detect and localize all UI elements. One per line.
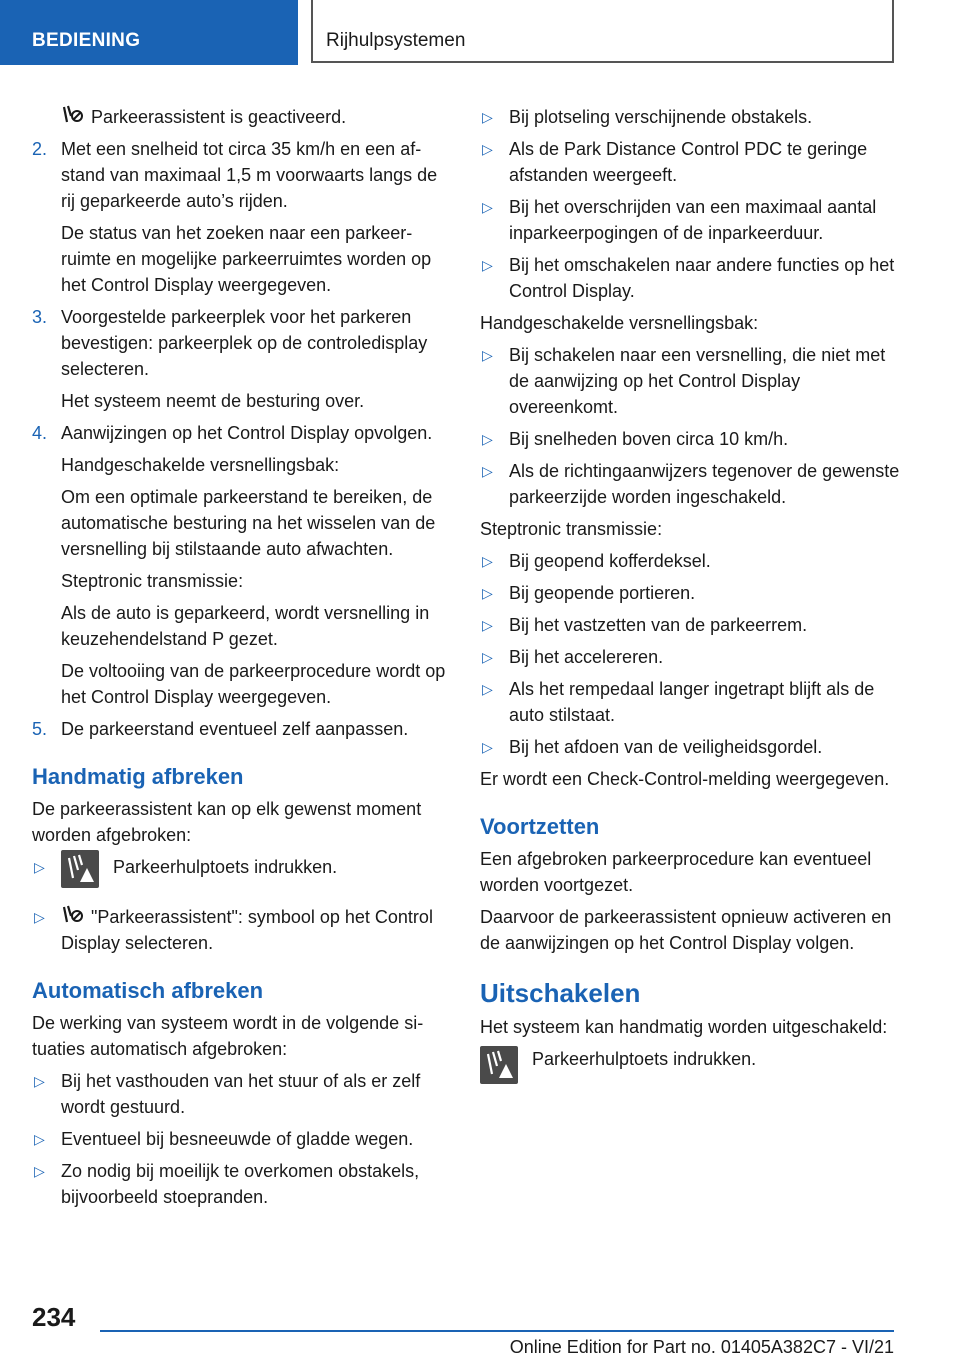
- step-4: [32, 420, 452, 446]
- manual-item-text: Parkeerhulptoets indrukken.: [113, 857, 338, 877]
- auto-body: De werking van systeem wordt in de volgende situaties automatisch afgebroken:: [32, 1013, 424, 1059]
- chapter-title: Rijhulpsystemen: [326, 30, 466, 51]
- park-assist-icon: [61, 104, 85, 126]
- step-number: 3.: [32, 307, 48, 327]
- step-2: [32, 136, 452, 214]
- step-text: Met een snelheid tot circa 35 km/h en een afstand van maximaal 1,5 m voorwaarts langs de rij geparkeerde auto’s rijden.: [61, 139, 438, 211]
- park-assist-button-icon: [480, 1046, 518, 1084]
- cancel-condition: ▷ Bij geopend kofferdeksel.: [480, 548, 900, 574]
- bullet-triangle-icon: ▷: [482, 141, 493, 157]
- bullet-triangle-icon: ▷: [34, 909, 45, 925]
- cancel-condition: ▷ Als het rempedaal langer ingetrapt blijft als de auto stilstaat.: [480, 676, 900, 728]
- cancel-condition: ▷ Bij het afdoen van de veiligheidsgordel.: [480, 734, 900, 760]
- section-label: BEDIENING: [32, 30, 141, 51]
- chapter-title-box: [311, 0, 894, 63]
- manual-item-text: "Parkeerassistent": symbool op het Control Display selecteren.: [61, 907, 433, 953]
- step-5: [32, 716, 452, 742]
- bullet-triangle-icon: ▷: [482, 617, 493, 633]
- step-3: [32, 304, 452, 382]
- step-note: Handgeschakelde versnellingsbak:: [61, 455, 340, 475]
- switch-off-item: [480, 1046, 900, 1090]
- switch-off-body: Het systeem kan handmatig worden uitgeschakeld:: [480, 1017, 888, 1037]
- heading-switch-off: Uitschakelen: [480, 978, 641, 1008]
- bullet-triangle-icon: ▷: [34, 859, 45, 875]
- cancel-condition: ▷ Bij het accelereren.: [480, 644, 900, 670]
- manual-item-symbol: [32, 904, 452, 956]
- cancel-condition: ▷ Bij snelheden boven circa 10 km/h.: [480, 426, 900, 452]
- cancel-condition: ▷ Bij het vastzetten van de parkeerrem.: [480, 612, 900, 638]
- heading-continue: Voortzetten: [480, 814, 600, 839]
- cancel-condition: ▷ Bij plotseling verschijnende obstakels.: [480, 104, 900, 130]
- bullet-triangle-icon: ▷: [482, 199, 493, 215]
- bullet-triangle-icon: ▷: [482, 109, 493, 125]
- switch-off-item-text: Parkeerhulptoets indrukken.: [532, 1049, 757, 1069]
- step-note: De voltooiing van de parkeerprocedure wordt op het Control Display weergegeven.: [61, 661, 446, 707]
- cancel-condition: ▷ Bij het omschakelen naar andere functies op het Control Display.: [480, 252, 900, 304]
- cancel-condition: ▷ Als de richtingaanwijzers tegenover de gewenste parkeerzijde worden ingeschakeld.: [480, 458, 900, 510]
- bullet-triangle-icon: ▷: [482, 553, 493, 569]
- intro-line: Parkeerassistent is geactiveerd.: [32, 104, 452, 130]
- footer-edition: Online Edition for Part no. 01405A382C7 - VI/21: [509, 1337, 894, 1357]
- footer-divider: [100, 1330, 894, 1332]
- continue-p1: Een afgebroken parkeerprocedure kan eventueel worden voortgezet.: [480, 849, 872, 895]
- check-control-message: Er wordt een Check-Control-melding weergegeven.: [480, 769, 890, 789]
- cancel-condition: ▷ Bij geopende portieren.: [480, 580, 900, 606]
- auto-item: ▷ Bij het vasthouden van het stuur of als er zelf wordt gestuurd.: [32, 1068, 452, 1120]
- steptronic-label: Steptronic transmissie:: [480, 519, 663, 539]
- step-number: 4.: [32, 423, 48, 443]
- step-number: 5.: [32, 719, 48, 739]
- manual-item-button: [32, 854, 452, 898]
- park-assist-icon: [61, 904, 85, 926]
- cancel-condition: ▷ Bij het overschrijden van een maximaal aantal inparkeerpogingen of de inparkeerduur.: [480, 194, 900, 246]
- heading-manual-cancel: Handmatig afbreken: [32, 764, 244, 789]
- left-column: [32, 104, 452, 1216]
- bullet-triangle-icon: ▷: [482, 649, 493, 665]
- manual-gearbox-label: Handgeschakelde versnellingsbak:: [480, 313, 759, 333]
- step-note: De status van het zoeken naar een parkeerruimte en mogelijke parkeerruimtes worden op het Control Display weergegeven.: [61, 223, 432, 295]
- step-text: Aanwijzingen op het Control Display opvolgen.: [61, 423, 433, 443]
- auto-item: ▷ Zo nodig bij moeilijk te overkomen obstakels, bijvoorbeeld stoepranden.: [32, 1158, 452, 1210]
- step-note: Om een optimale parkeerstand te bereiken, de automatische besturing na het wisselen van de versnelling bij stilstaande auto afwachten.: [61, 487, 436, 559]
- continue-p2: Daarvoor de parkeerassistent opnieuw activeren en de aanwijzingen op het Control Display volgen.: [480, 907, 892, 953]
- bullet-triangle-icon: ▷: [34, 1073, 45, 1089]
- right-column: [480, 104, 900, 1096]
- step-note: Steptronic transmissie:: [61, 571, 244, 591]
- cancel-condition: ▷ Als de Park Distance Control PDC te geringe afstanden weergeeft.: [480, 136, 900, 188]
- bullet-triangle-icon: ▷: [482, 431, 493, 447]
- auto-item: ▷ Eventueel bij besneeuwde of gladde wegen.: [32, 1126, 452, 1152]
- cancel-condition: ▷ Bij schakelen naar een versnelling, die niet met de aanwijzing op het Control Display overeenkomt.: [480, 342, 900, 420]
- bullet-triangle-icon: ▷: [482, 585, 493, 601]
- section-tab: [0, 0, 298, 65]
- step-number: 2.: [32, 139, 48, 159]
- step-text: De parkeerstand eventueel zelf aanpassen.: [61, 719, 409, 739]
- bullet-triangle-icon: ▷: [482, 739, 493, 755]
- manual-body: De parkeerassistent kan op elk gewenst moment worden afgebroken:: [32, 799, 422, 845]
- park-assist-button-icon: [61, 850, 99, 888]
- bullet-triangle-icon: ▷: [482, 257, 493, 273]
- step-text: Voorgestelde parkeerplek voor het parkeren bevestigen: parkeerplek op de controledisplay selecteren.: [61, 307, 428, 379]
- step-note: Als de auto is geparkeerd, wordt versnelling in keuzehendelstand P gezet.: [61, 603, 430, 649]
- bullet-triangle-icon: ▷: [34, 1131, 45, 1147]
- bullet-triangle-icon: ▷: [34, 1163, 45, 1179]
- step-note: Het systeem neemt de besturing over.: [61, 391, 365, 411]
- bullet-triangle-icon: ▷: [482, 463, 493, 479]
- bullet-triangle-icon: ▷: [482, 681, 493, 697]
- heading-auto-cancel: Automatisch afbreken: [32, 978, 264, 1003]
- page-number: 234: [32, 1302, 76, 1332]
- bullet-triangle-icon: ▷: [482, 347, 493, 363]
